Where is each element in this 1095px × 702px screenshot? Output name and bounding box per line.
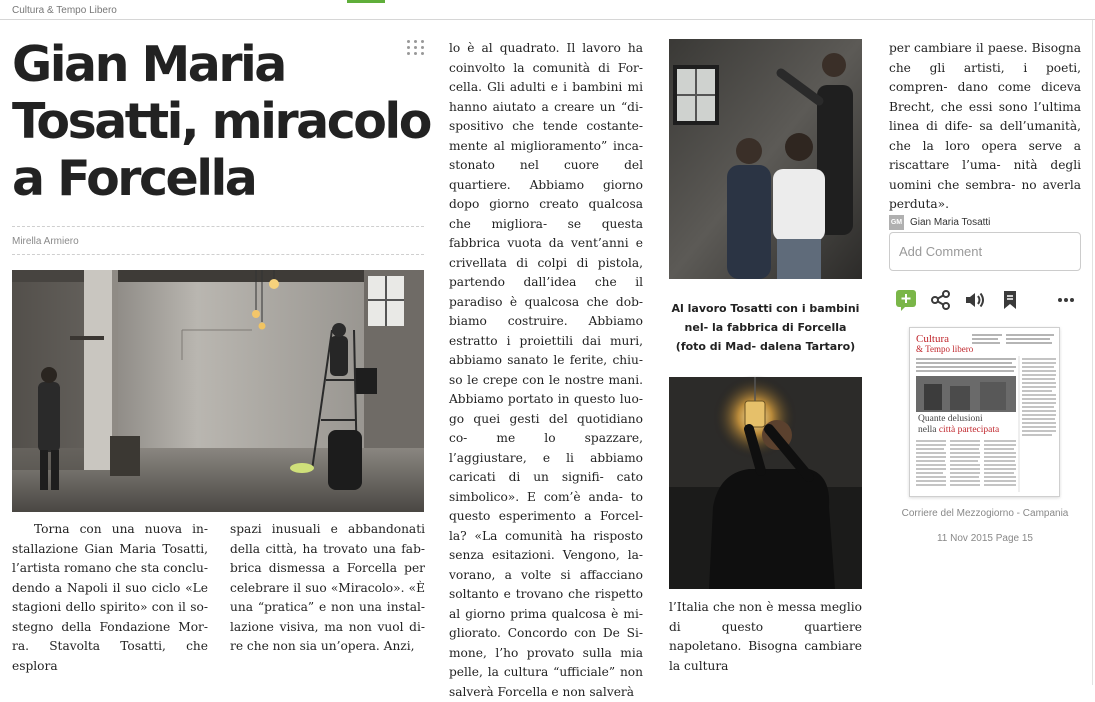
article-column-1: Torna con una nuova in- stallazione Gian Maria Tosatti, l’artista romano che sta conclu- dendo a Napoli il suo ciclo «Le stagioni dello spirito» con il so- stegno della Fondazione Mor- ra. Stavolta Tosatti, che esplora: [12, 522, 208, 673]
newspaper-page-thumbnail[interactable]: [909, 327, 1060, 497]
article-column-5: per cambiare il paese. Bisogna che gli artisti, i poeti, compren- dano come diceva Brecht, che essi sono l’ultima linea di dife- sa dell’umanità, che la loro opera serve a riscattare l’uma- nità degli uomini che sembra- no averla perduta».: [889, 41, 1082, 211]
add-comment-input[interactable]: Add Comment: [889, 232, 1081, 271]
active-tab-indicator: [347, 0, 385, 3]
article-column-4: l’Italia che non è messa meglio di questo quartiere napoletano. Bisogna cambiare la cultura: [669, 600, 863, 673]
article-title: Gian Maria Tosatti, miracolo a Forcella: [12, 36, 430, 207]
lamp-photo[interactable]: [669, 377, 862, 589]
divider: [12, 254, 424, 255]
factory-interior-photo[interactable]: [12, 270, 424, 512]
add-comment-icon[interactable]: [895, 289, 917, 311]
article-column-3: lo è al quadrato. Il lavoro ha coinvolto la comunità di For- cella. Gli adulti e i bambini mi hanno aiutato a creare un “di- spositivo che tende costante- mente al miglioramento” inca- stonato nel cuore del quartiere. Abbiamo giorno dopo giorno creato qualcosa che migliora- se questa fabbrica vuota da vent’anni e crivellata di colpi di pistola, partendo dall’idea che il paradiso è qualcosa che dob- biamo costruire. Abbiamo estratto i proiettili dai muri, abbiamo sanato le ferite, chiu- so le crepe con le nostre mani. Abbiamo portato in questo luo- go quei gesti del quotidiano co- me lo spazzare, l’aggiustare, e li abbiamo caricati di un signifi- cato simbolico». E com’è anda- to questo esperimento a Forcel- la? «La comunità ha risposto senza esitazioni. Vengono, la- vorano, a volte si affacciano soltanto e trovano che rispetto al giorno prima qualcosa è mi- gliorato. Concordo con De Si- mone, l’ho provato sulla mia pelle, la cultura “ufficiale” non salverà Forcella e non salverà: [449, 41, 644, 699]
audio-icon[interactable]: [964, 289, 986, 311]
article-column-2: spazi inusuali e abbandonati della città, ha trovato una fab- brica dismessa a Forcella per celebrare il suo «Miracolo». «È una “pratica” e non una instal- lazione visiva, ma non vuol di- re che non sia un’opera. Anzi,: [230, 522, 425, 653]
source-publication[interactable]: Corriere del Mezzogiorno - Campania: [901, 508, 1069, 519]
thumbnail-masthead: Cultura & Tempo libero: [916, 333, 974, 354]
section-label[interactable]: Cultura & Tempo Libero: [12, 5, 117, 16]
thumbnail-headline: Quante delusioni nella città partecipata: [918, 414, 1000, 435]
photo-caption: Al lavoro Tosatti con i bambini nel- la fabbrica di Forcella (foto di Mad- dalena Tartaro): [671, 302, 860, 353]
share-icon[interactable]: [930, 289, 952, 311]
commenter-row: [889, 214, 990, 230]
more-icon[interactable]: [1055, 289, 1077, 311]
drag-handle-icon[interactable]: [407, 40, 425, 56]
top-bar: [0, 0, 1095, 20]
page-edge-divider: [1092, 20, 1093, 685]
divider: [12, 226, 424, 227]
author-byline: Mirella Armiero: [12, 236, 79, 247]
commenter-name[interactable]: Gian Maria Tosatti: [910, 216, 991, 228]
avatar: GM: [889, 215, 904, 230]
children-photo[interactable]: [669, 39, 862, 279]
bookmark-icon[interactable]: [999, 289, 1021, 311]
publication-date-page: 11 Nov 2015 Page 15: [936, 533, 1033, 544]
